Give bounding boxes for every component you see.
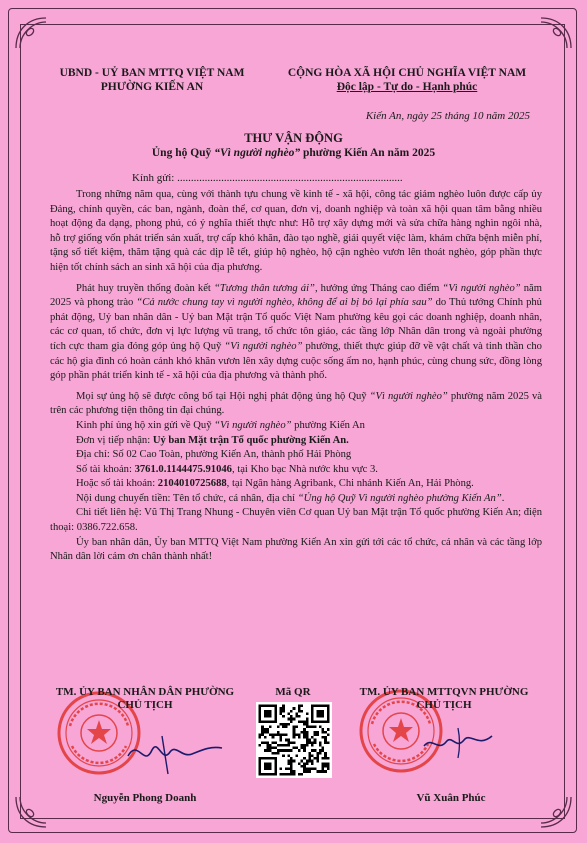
text: Nội dung chuyển tiền: Tên tổ chức, cá nhân, địa chỉ — [76, 492, 298, 504]
text: Mọi sự ủng hộ sẽ được công bố tại Hội nghị phát động ủng hộ Quỹ — [76, 390, 370, 402]
subtitle-pre: Ủng hộ Quỹ — [151, 147, 215, 159]
quote: “Tương thân tương ái” — [213, 282, 315, 294]
text: Phát huy truyền thống đoàn kết — [76, 282, 214, 294]
signature-right-icon — [418, 722, 498, 762]
text: , tại Kho bạc Nhà nước khu vực 3. — [231, 463, 378, 475]
text: phường, thiết thực giúp đỡ về vật chất và tinh thần cho các hộ gia đình có hoàn cảnh khó khăn vươn lên xây dựng cuộc sống ấm no, hạnh phúc, cùng chung sức, đồng lòng góp phần phát triển kinh tế - xã hội của địa phương và thành phố. — [50, 340, 542, 382]
subtitle-post: phường Kiến An năm 2025 — [300, 147, 436, 159]
issuer-header — [46, 66, 258, 94]
qr-code-icon[interactable] — [256, 702, 332, 778]
paragraph-account-2 — [50, 477, 542, 492]
signature-block-left — [40, 686, 250, 712]
paragraph-thanks: Ủy ban nhân dân, Ủy ban MTTQ Việt Nam phường Kiến An xin gửi tới các tổ chức, cá nhân và các tầng lớp Nhân dân lời cảm ơn chân thành nhất! — [50, 536, 542, 563]
signature-left-icon — [118, 728, 228, 778]
greeting-line: Kính gửi: .................................................................................. — [132, 172, 403, 184]
text: . — [501, 492, 505, 504]
paragraph-address: Địa chỉ: Số 02 Cao Toàn, phường Kiến An, thành phố Hải Phòng — [76, 449, 352, 461]
letter-date: Kiến An, ngày 25 tháng 10 năm 2025 — [365, 110, 530, 122]
text: , tại Ngân hàng Agribank, Chi nhánh Kiến An, Hải Phòng. — [226, 478, 474, 490]
text: Đơn vị tiếp nhận: — [76, 434, 153, 446]
signer-role-right: CHỦ TỊCH — [416, 699, 472, 711]
paragraph-contact: Chi tiết liên hệ: Vũ Thị Trang Nhung - Chuyên viên Cơ quan Uỷ ban Mặt trận Tổ quốc phường Kiến An; điện thoại: 0386.722.658. — [50, 507, 542, 534]
letter-subtitle — [40, 147, 547, 159]
quote: “Vì người nghèo” — [442, 282, 521, 294]
quote: “Vì người nghèo” — [214, 419, 292, 431]
paragraph-fund — [50, 419, 542, 434]
paragraph-announcement — [50, 390, 542, 419]
issuer-line-1: UBND - UỶ BAN MTTQ VIỆT NAM — [59, 67, 245, 79]
text: phường năm 2025 và trên các phương tiện thông tin đại chúng. — [50, 390, 542, 417]
text: Kinh phí ủng hộ xin gửi về Quỹ — [76, 419, 215, 431]
text: năm 2025 và phong trào — [50, 282, 542, 309]
account-number: 2104010725688 — [157, 478, 227, 490]
text: Hoặc số tài khoản: — [76, 478, 158, 490]
text: , hưởng ứng Tháng cao điểm — [314, 282, 443, 294]
letter-title: THƯ VẬN ĐỘNG — [244, 131, 343, 145]
paragraph-context: Trong những năm qua, cùng với thành tựu chung về kinh tế - xã hội, công tác giảm nghèo luôn được cấp ủy Đảng, chính quyền, các ban, ngành, đoàn thể, cơ quan, đơn vị, doanh nghiệp và toàn xã hội quan tâm bằng nhiều hoạt động đa dạng, phong phú, có ý nghĩa thiết thực như: Hỗ trợ xây dựng mới và sửa chữa hàng nghìn ngôi nhà, hỗ trợ giống vốn phát triển sản xuất, trợ cấp khó khăn, đào tạo nghề, giải quyết việc làm, khám chữa bệnh miễn phí, tặng sổ tiết kiệm, thăm tặng quà các dịp lễ tết, giúp hộ nghèo, hộ cận nghèo vươn lên thoát nghèo, góp phần thực hiện tốt chính sách an sinh xã hội của địa phương. — [50, 189, 542, 273]
signer-role-left: CHỦ TỊCH — [117, 699, 173, 711]
letter-body — [50, 188, 542, 571]
national-header — [276, 66, 538, 94]
corner-ornament-icon — [14, 16, 48, 50]
text: phường Kiến An — [291, 419, 365, 431]
national-motto: Độc lập - Tự do - Hạnh phúc — [336, 81, 478, 93]
paragraph-receiver — [50, 434, 542, 449]
signer-org-left: TM. ỦY BAN NHÂN DÂN PHƯỜNG — [55, 686, 235, 698]
text: do Thủ tướng Chính phủ phát động, Uỷ ban nhân dân - Uỷ ban Mặt trận Tổ quốc Việt Nam phường kêu gọi các doanh nghiệp, doanh nhân, các cơ quan, tổ chức, đơn vị lực lượng vũ trang, tổ chức tôn giáo, các tầng lớp Nhân dân trong và ngoài phường tích cực tham gia đóng góp ủng hộ Quỹ — [50, 297, 542, 352]
national-title: CỘNG HÒA XÃ HỘI CHỦ NGHĨA VIỆT NAM — [287, 67, 527, 79]
account-number: 3761.0.1144475.91046 — [134, 463, 232, 475]
signer-org-right: TM. ỦY BAN MTTQVN PHƯỜNG — [359, 686, 529, 698]
subtitle-fund: “Vì người nghèo” — [214, 147, 301, 159]
quote: “Ủng hộ Quỹ Vì người nghèo phường Kiến An” — [297, 492, 502, 504]
paragraph-appeal — [50, 282, 542, 384]
signature-block-right — [344, 686, 544, 712]
paragraph-transfer-note — [50, 492, 542, 507]
text: Số tài khoản: — [76, 463, 135, 475]
issuer-line-2: PHƯỜNG KIẾN AN — [100, 81, 204, 93]
qr-label: Mã QR — [275, 686, 311, 698]
receiver-name: Uỷ ban Mặt trận Tổ quốc phường Kiến An. — [152, 434, 349, 446]
quote: “Cả nước chung tay vì người nghèo, không để ai bị bỏ lại phía sau” — [136, 297, 433, 309]
signer-name-left: Nguyễn Phong Doanh — [93, 792, 197, 804]
signer-name-right: Vũ Xuân Phúc — [416, 792, 486, 804]
paragraph-account-1 — [50, 463, 542, 478]
quote: “Vì người nghèo” — [224, 340, 303, 352]
quote: “Vì người nghèo” — [369, 390, 448, 402]
corner-ornament-icon — [539, 16, 573, 50]
